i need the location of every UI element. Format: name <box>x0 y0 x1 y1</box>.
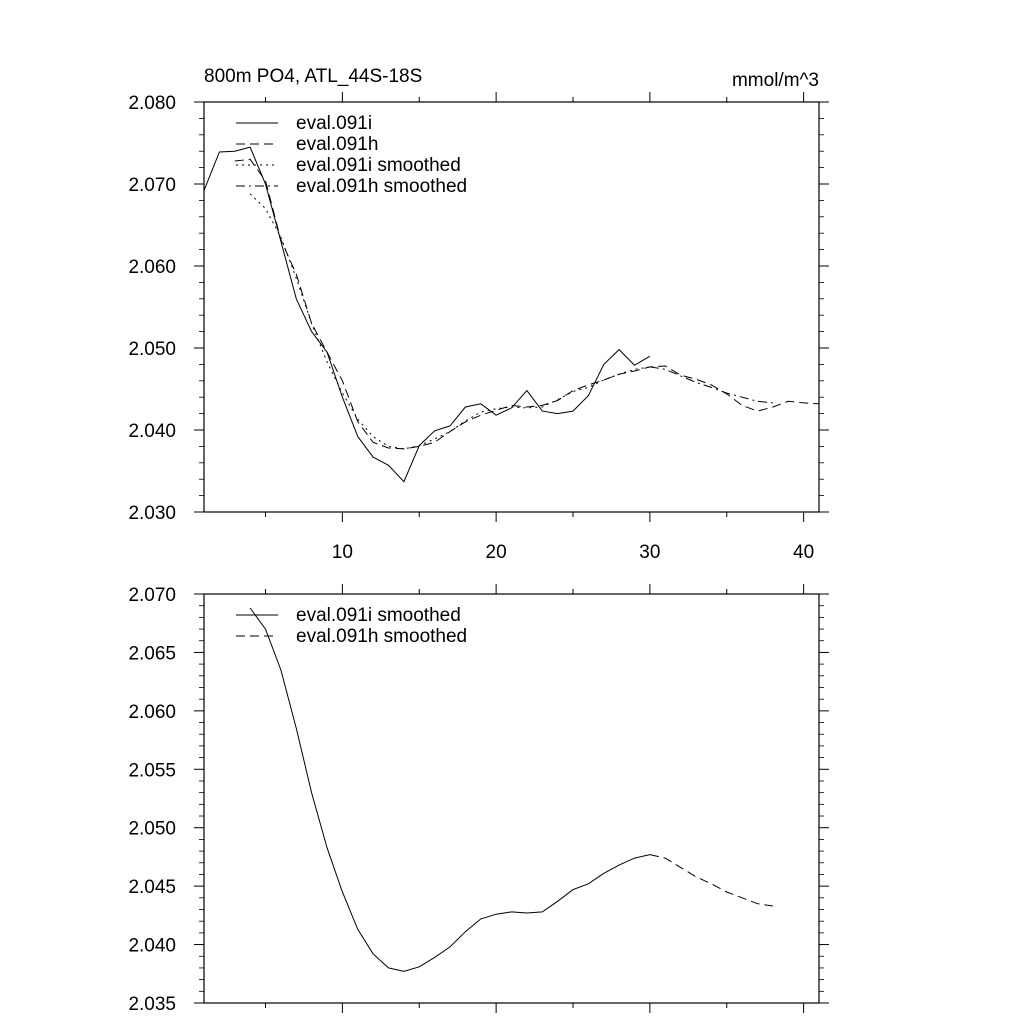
y-tick-label: 2.040 <box>128 421 176 442</box>
y-tick-label: 2.035 <box>128 994 176 1015</box>
y-tick-label: 2.050 <box>128 339 176 360</box>
x-tick-label: 30 <box>639 542 661 563</box>
series-line-eval-091i <box>204 147 650 482</box>
legend-label: eval.091h <box>296 134 379 155</box>
x-tick-label: 40 <box>793 542 815 563</box>
y-tick-label: 2.060 <box>128 701 176 723</box>
chart-units: mmol/m^3 <box>731 70 819 91</box>
x-tick-label: 20 <box>485 542 507 563</box>
y-tick-label: 2.050 <box>128 818 176 840</box>
x-tick-label: 10 <box>331 542 353 563</box>
y-tick-label: 2.030 <box>128 503 176 524</box>
y-tick-label: 2.080 <box>128 93 176 114</box>
top-panel <box>128 92 829 563</box>
y-tick-label: 2.040 <box>128 935 176 957</box>
legend-label: eval.091i smoothed <box>296 155 461 176</box>
chart-title: 800m PO4, ATL_44S-18S <box>204 66 423 87</box>
series-line-eval-091i-smoothed <box>250 608 650 971</box>
series-line-eval-091i-smoothed <box>250 194 650 449</box>
y-tick-label: 2.070 <box>128 175 176 196</box>
legend-label: eval.091i <box>296 113 373 134</box>
y-tick-label: 2.045 <box>128 877 176 899</box>
plot-frame <box>204 594 819 1003</box>
legend-label: eval.091i smoothed <box>296 605 461 626</box>
legend-label: eval.091h smoothed <box>296 626 468 647</box>
series-line-eval-091h-smoothed <box>650 855 773 906</box>
y-tick-label: 2.065 <box>128 643 176 665</box>
y-tick-label: 2.060 <box>128 257 176 278</box>
legend-label: eval.091h smoothed <box>296 176 468 197</box>
series-line-eval-091h <box>235 159 819 449</box>
y-tick-label: 2.070 <box>128 585 176 606</box>
bottom-panel <box>128 584 829 1015</box>
y-tick-label: 2.055 <box>128 760 176 782</box>
